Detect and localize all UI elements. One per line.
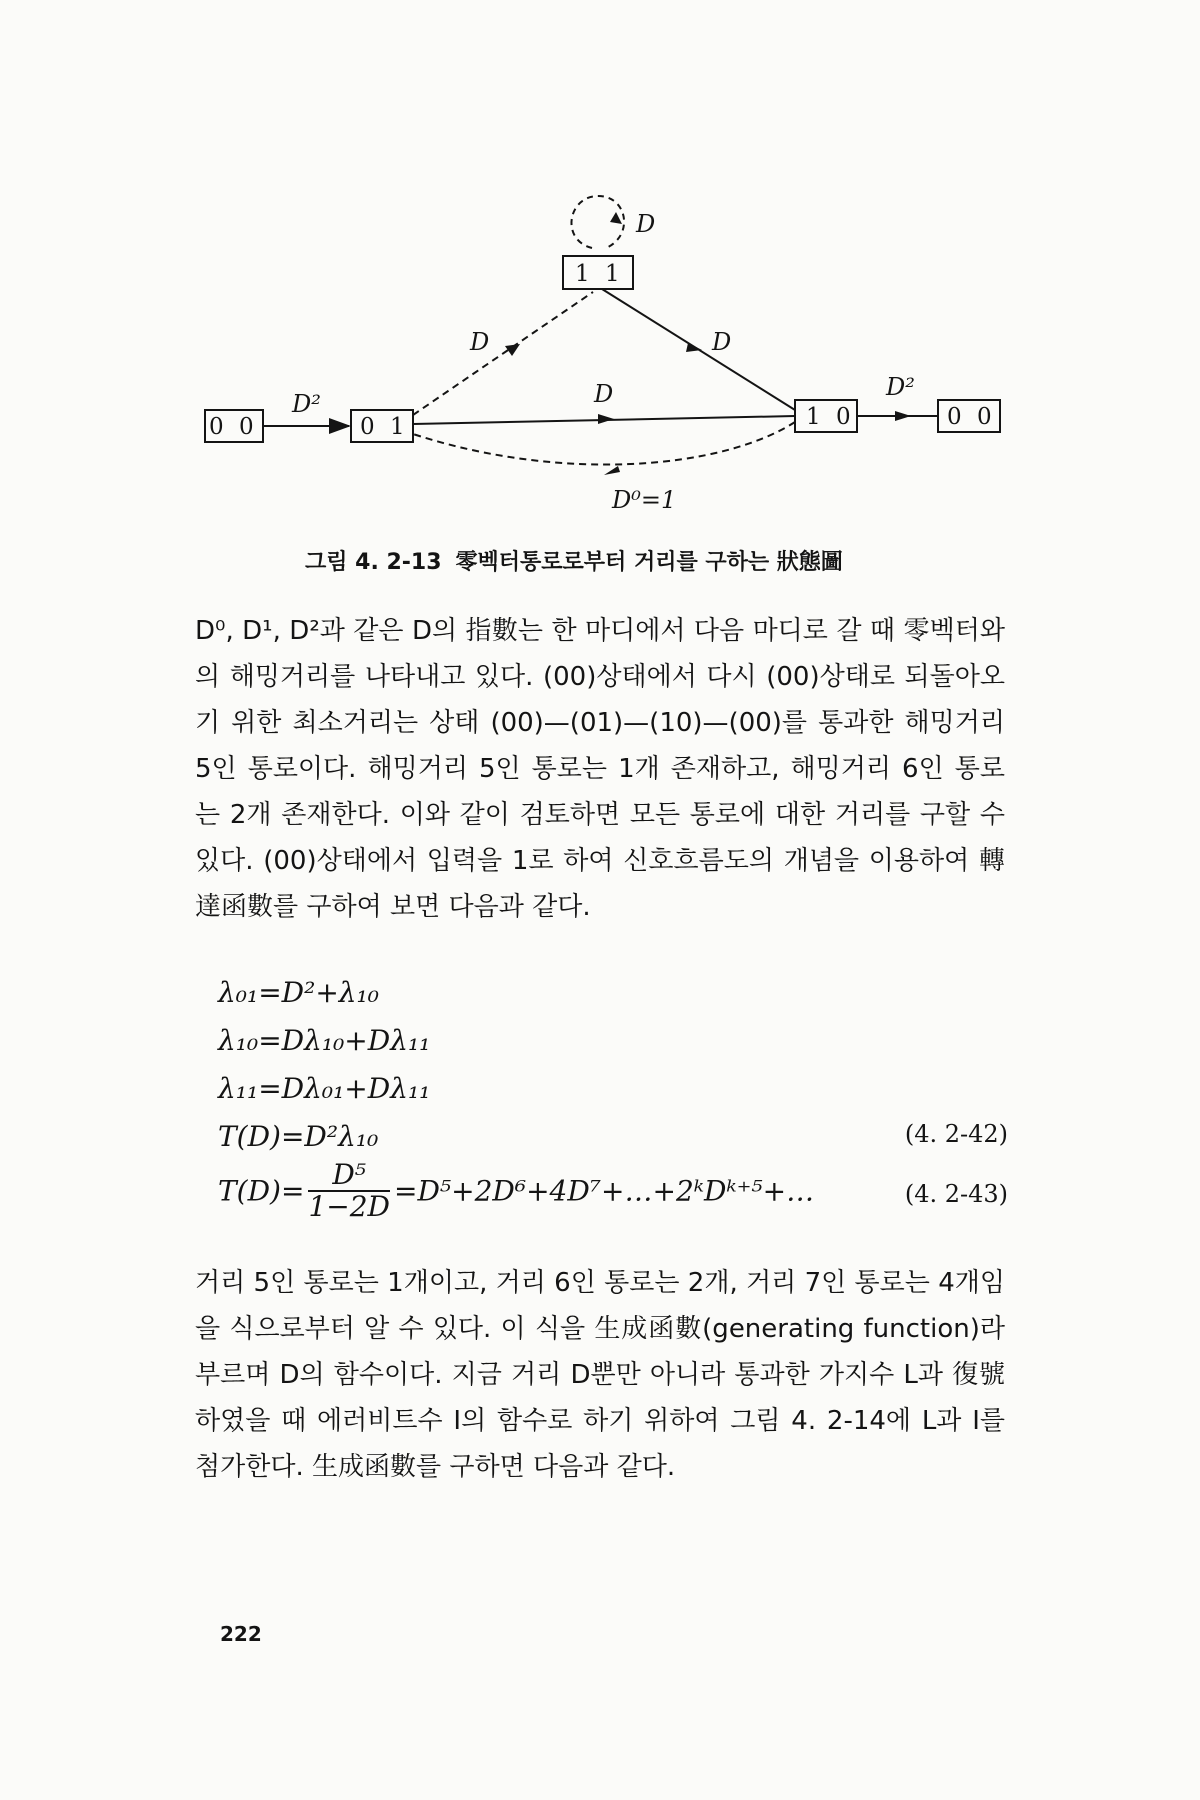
paragraph-2: 거리 5인 통로는 1개이고, 거리 6인 통로는 2개, 거리 7인 통로는 4개임을 식으로부터 알 수 있다. 이 식을 生成函數(generating function)라 부르며 D의 함수이다. 지금 거리 D뿐만 아니라 통과한 가지수 L과 復號하였을 때 에러비트수 I의 함수로 하기 위하여 그림 4. 2-14에 L과 I를 첨가한다. 生成函數를 구하면 다음과 같다. [195,1268,1005,1482]
state-diagram [0,0,1200,560]
equation-1 [218,976,1008,1020]
self-loop-label: D [636,210,656,238]
caption-text: 零벡터통로로부터 거리를 구하는 狀態圖 [455,550,843,575]
edge-01-11 [413,292,593,415]
self-loop-arrowhead [610,212,622,224]
figure-caption [305,545,1005,576]
equation-2 [218,1024,1008,1068]
equation-3-text: λ₁₁=Dλ₀₁+Dλ₁₁ [218,1072,431,1105]
edge-11-10-label: D [712,328,732,356]
equation-4-text: T(D)=D²λ₁₀ [218,1120,379,1153]
equation-5-fraction [308,1160,390,1222]
node-00-left-label: 0 0 [209,414,258,440]
fraction-denominator: 1−2D [308,1190,390,1223]
equation-5-number: (4. 2-43) [904,1180,1008,1208]
edge-01-10-label: D [594,380,614,408]
paragraph-1: D⁰, D¹, D²과 같은 D의 指數는 한 마디에서 다음 마디로 갈 때 零벡터와의 해밍거리를 나타내고 있다. (00)상태에서 다시 (00)상태로 되돌아오기 위한 최소거리는 상태 (00)—(01)—(10)—(00)를 통과한 해밍거리 5인 통로이다. 해밍거리 5인 통로는 1개 존재하고, 해밍거리 6인 통로는 2개 존재한다. 이와 같이 검토하면 모든 통로에 대한 거리를 구할 수 있다. (00)상태에서 입력을 1로 하여 신호흐름도의 개념을 이용하여 轉達函數를 구하여 보면 다음과 같다. [195,616,1005,922]
edge-10-01-arrowhead [604,466,620,475]
node-01-label: 0 1 [360,414,409,440]
equation-5-lhs: T(D)= [218,1174,305,1208]
edge-01-10-arrowhead [598,414,614,424]
edge-10-00-arrowhead [895,411,911,421]
node-10-label: 1 0 [806,404,855,430]
fraction-numerator: D⁵ [308,1160,390,1192]
equation-4-number: (4. 2-42) [904,1120,1008,1148]
node-00-right-label: 0 0 [947,404,996,430]
page-number: 222 [220,1622,262,1646]
equation-2-text: λ₁₀=Dλ₁₀+Dλ₁₁ [218,1024,431,1057]
edge-01-11-label: D [470,328,490,356]
equation-3 [218,1072,1008,1116]
equation-1-text: λ₀₁=D²+λ₁₀ [218,976,379,1009]
equation-5 [218,1160,1008,1230]
edge-10-01-label: D⁰=1 [612,486,677,514]
node-11-label: 1 1 [575,261,624,287]
edge-10-01 [413,422,795,465]
edge-00-01-label: D² [292,390,321,418]
edge-10-00-label: D² [886,373,915,401]
equation-5-rhs: =D⁵+2D⁶+4D⁷+…+2ᵏDᵏ⁺⁵+… [393,1174,815,1208]
caption-number: 그림 4. 2-13 [305,550,442,575]
